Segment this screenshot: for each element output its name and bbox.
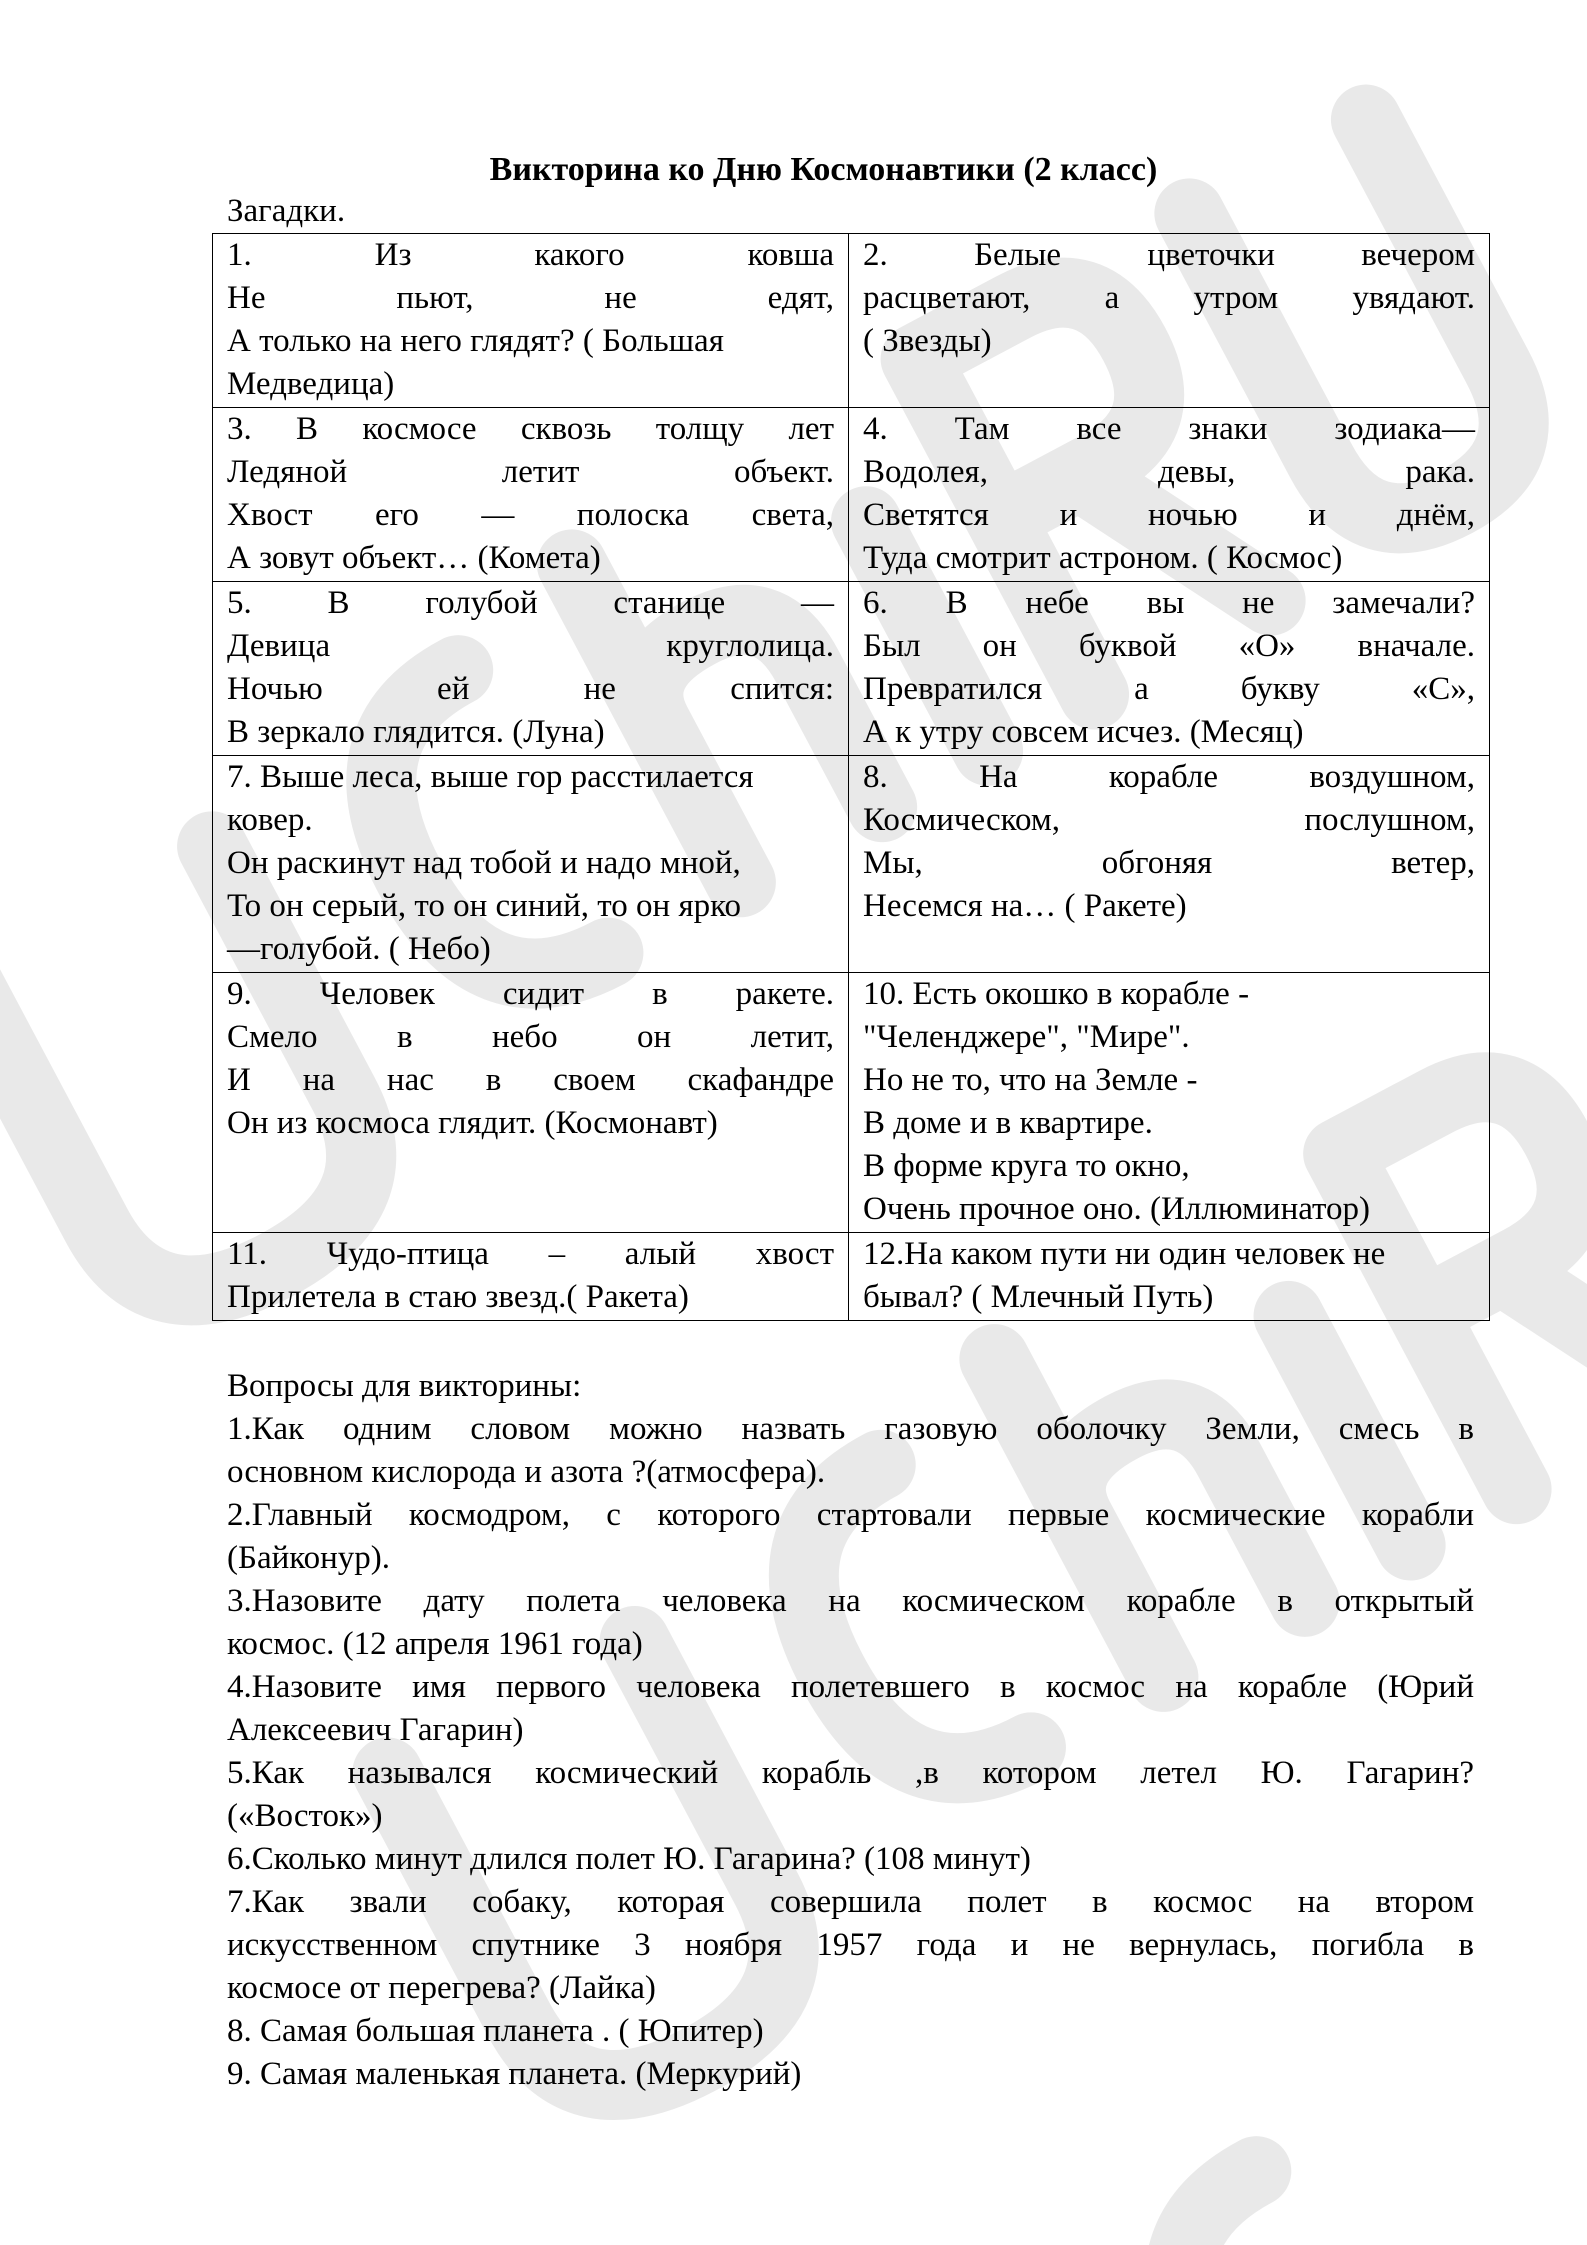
riddle-line: Мы, обгоняя ветер, [863, 845, 1475, 881]
riddle-line: 12.На каком пути ни один человек не [863, 1236, 1386, 1272]
riddle-line: Туда смотрит астроном. ( Космос) [863, 540, 1343, 576]
riddle-line: Очень прочное оно. (Иллюминатор) [863, 1191, 1371, 1227]
riddle-cell [849, 582, 1490, 756]
riddle-cell [849, 756, 1490, 973]
riddle-cell [849, 234, 1490, 408]
riddle-cell [849, 408, 1490, 582]
question-line: Алексеевич Гагарин) [227, 1712, 524, 1748]
riddle-line: Водолея, девы, рака. [863, 454, 1475, 490]
riddle-line: бывал? ( Млечный Путь) [863, 1279, 1214, 1315]
riddle-line: Прилетела в стаю звезд.( Ракета) [227, 1279, 689, 1315]
question-line: («Восток») [227, 1798, 383, 1834]
document-page [227, 150, 1475, 2096]
riddle-line: ( Звезды) [863, 323, 992, 359]
riddles-label: Загадки. [227, 193, 346, 229]
question-line: 9. Самая маленькая планета. (Меркурий) [227, 2056, 802, 2092]
riddle-line: Девица круглолица. [227, 628, 834, 664]
question-line: 6.Сколько минут длился полет Ю. Гагарина? (108 минут) [227, 1841, 1031, 1877]
riddle-row [213, 234, 1490, 408]
question-line: 7.Как звали собаку, которая совершила полет в космос на втором [227, 1884, 1474, 1920]
riddle-line: Но не то, что на Земле - [863, 1062, 1198, 1098]
questions-label: Вопросы для викторины: [227, 1368, 582, 1404]
riddle-line: 11. Чудо-птица – алый хвост [227, 1236, 834, 1272]
question-line: 2.Главный космодром, с которого стартовали первые космические корабли [227, 1497, 1474, 1533]
riddle-line: В зеркало глядится. (Луна) [227, 714, 605, 750]
riddle-line: 10. Есть окошко в корабле - [863, 976, 1250, 1012]
riddle-line: Медведица) [227, 366, 395, 402]
riddle-line: Был он буквой «О» вначале. [863, 628, 1475, 664]
riddle-line: Ночью ей не спится: [227, 671, 834, 707]
riddle-line: Несемся на… ( Ракете) [863, 888, 1187, 924]
riddle-line: —голубой. ( Небо) [227, 931, 491, 967]
document-title: Викторина ко Дню Космонавтики (2 класс) [489, 151, 1158, 188]
riddle-cell [849, 1233, 1490, 1321]
question-line: (Байконур). [227, 1540, 391, 1576]
riddle-cell [213, 234, 849, 408]
riddle-row [213, 756, 1490, 973]
riddle-line: Не пьют, не едят, [227, 280, 834, 316]
question-line: искусственном спутнике 3 ноября 1957 года и не вернулась, погибла в [227, 1927, 1474, 1963]
riddle-line: А только на него глядят? ( Большая [227, 323, 724, 359]
riddle-cell [213, 582, 849, 756]
riddle-line: И на нас в своем скафандре [227, 1062, 834, 1098]
riddle-line: Смело в небо он летит, [227, 1019, 834, 1055]
question-line: основном кислорода и азота ?(атмосфера). [227, 1454, 826, 1490]
question-line: 1.Как одним словом можно назвать газовую оболочку Земли, смесь в [227, 1411, 1474, 1447]
riddle-row [213, 408, 1490, 582]
riddle-cell [213, 756, 849, 973]
riddle-line: 3. В космосе сквозь толщу лет [227, 411, 834, 447]
question-line: космос. (12 апреля 1961 года) [227, 1626, 643, 1662]
riddle-cell [849, 973, 1490, 1233]
riddle-row [213, 973, 1490, 1233]
riddle-line: "Челенджере", "Мире". [863, 1019, 1190, 1055]
riddle-line: 5. В голубой станице — [227, 585, 834, 621]
riddle-row [213, 582, 1490, 756]
riddle-line: 1. Из какого ковша [227, 237, 834, 273]
riddle-line: А к утру совсем исчез. (Месяц) [863, 714, 1304, 750]
riddle-line: 4. Там все знаки зодиака— [863, 411, 1475, 447]
riddle-line: Он из космоса глядит. (Космонавт) [227, 1105, 718, 1141]
riddle-line: 9. Человек сидит в ракете. [227, 976, 834, 1012]
riddle-line: 2. Белые цветочки вечером [863, 237, 1475, 273]
riddle-line: 6. В небе вы не замечали? [863, 585, 1475, 621]
questions-section [227, 1365, 1474, 2096]
question-line: 8. Самая большая планета . ( Юпитер) [227, 2013, 764, 2049]
riddles-table [212, 233, 1490, 1321]
riddle-line: Превратился а букву «С», [863, 671, 1475, 707]
riddle-line: А зовут объект… (Комета) [227, 540, 601, 576]
riddle-line: ковер. [227, 802, 313, 838]
question-line: 5.Как назывался космический корабль ,в котором летел Ю. Гагарин? [227, 1755, 1474, 1791]
question-line: 3.Назовите дату полета человека на космическом корабле в открытый [227, 1583, 1474, 1619]
riddle-line: расцветают, а утром увядают. [863, 280, 1475, 316]
riddle-line: 8. На корабле воздушном, [863, 759, 1475, 795]
question-line: космосе от перегрева? (Лайка) [227, 1970, 656, 2006]
riddle-line: Хвост его — полоска света, [227, 497, 834, 533]
riddle-cell [213, 408, 849, 582]
riddle-cell [213, 1233, 849, 1321]
riddle-line: Он раскинут над тобой и надо мной, [227, 845, 741, 881]
riddle-line: В доме и в квартире. [863, 1105, 1153, 1141]
riddle-cell [213, 973, 849, 1233]
riddle-line: Светятся и ночью и днём, [863, 497, 1475, 533]
riddle-line: То он серый, то он синий, то он ярко [227, 888, 741, 924]
riddle-line: Космическом, послушном, [863, 802, 1475, 838]
riddle-row [213, 1233, 1490, 1321]
riddle-line: 7. Выше леса, выше гор расстилается [227, 759, 754, 795]
riddle-line: Ледяной летит объект. [227, 454, 834, 490]
riddle-line: В форме круга то окно, [863, 1148, 1190, 1184]
question-line: 4.Назовите имя первого человека полетевшего в космос на корабле (Юрий [227, 1669, 1474, 1705]
